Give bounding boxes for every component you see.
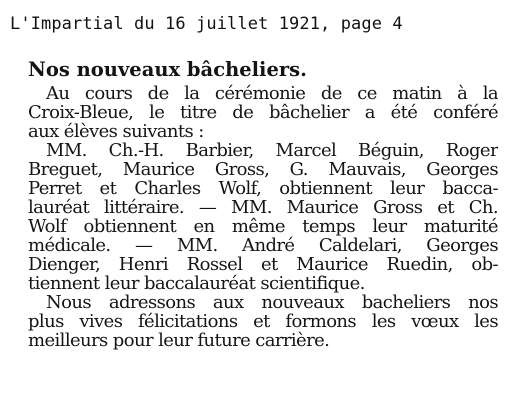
article-line: plus vives félicitations et formons les vœux les [28, 312, 498, 331]
article-line: Wolf obtiennent en même temps leur maturité [28, 217, 498, 236]
article-line: meilleurs pour leur future carrière. [28, 331, 330, 350]
article-line: lauréat littéraire. — MM. Maurice Gross et Ch. [28, 198, 498, 217]
article-line: tiennent leur baccalauréat scientifique. [28, 274, 365, 293]
article-line: Nous adressons aux nouveaux bacheliers nos [46, 293, 498, 312]
article-line: Perret et Charles Wolf, obtiennent leur bacca- [28, 179, 498, 198]
article-line: Breguet, Maurice Gross, G. Mauvais, Georges [28, 160, 498, 179]
page-caption: L'Impartial du 16 juillet 1921, page 4 [10, 14, 403, 34]
article-headline: Nos nouveaux bâcheliers. [28, 58, 307, 81]
article-line: aux élèves suivants : [28, 122, 204, 141]
newspaper-article [28, 58, 498, 350]
article-line: Croix-Bleue, le titre de bâchelier a été conféré [28, 103, 498, 122]
article-line: Au cours de la cérémonie de ce matin à la [46, 84, 498, 103]
article-line: Dienger, Henri Rossel et Maurice Ruedin, ob- [28, 255, 498, 274]
article-line: MM. Ch.-H. Barbier, Marcel Béguin, Roger [46, 141, 498, 160]
article-body [28, 84, 498, 350]
article-line: médicale. — MM. André Caldelari, Georges [28, 236, 498, 255]
